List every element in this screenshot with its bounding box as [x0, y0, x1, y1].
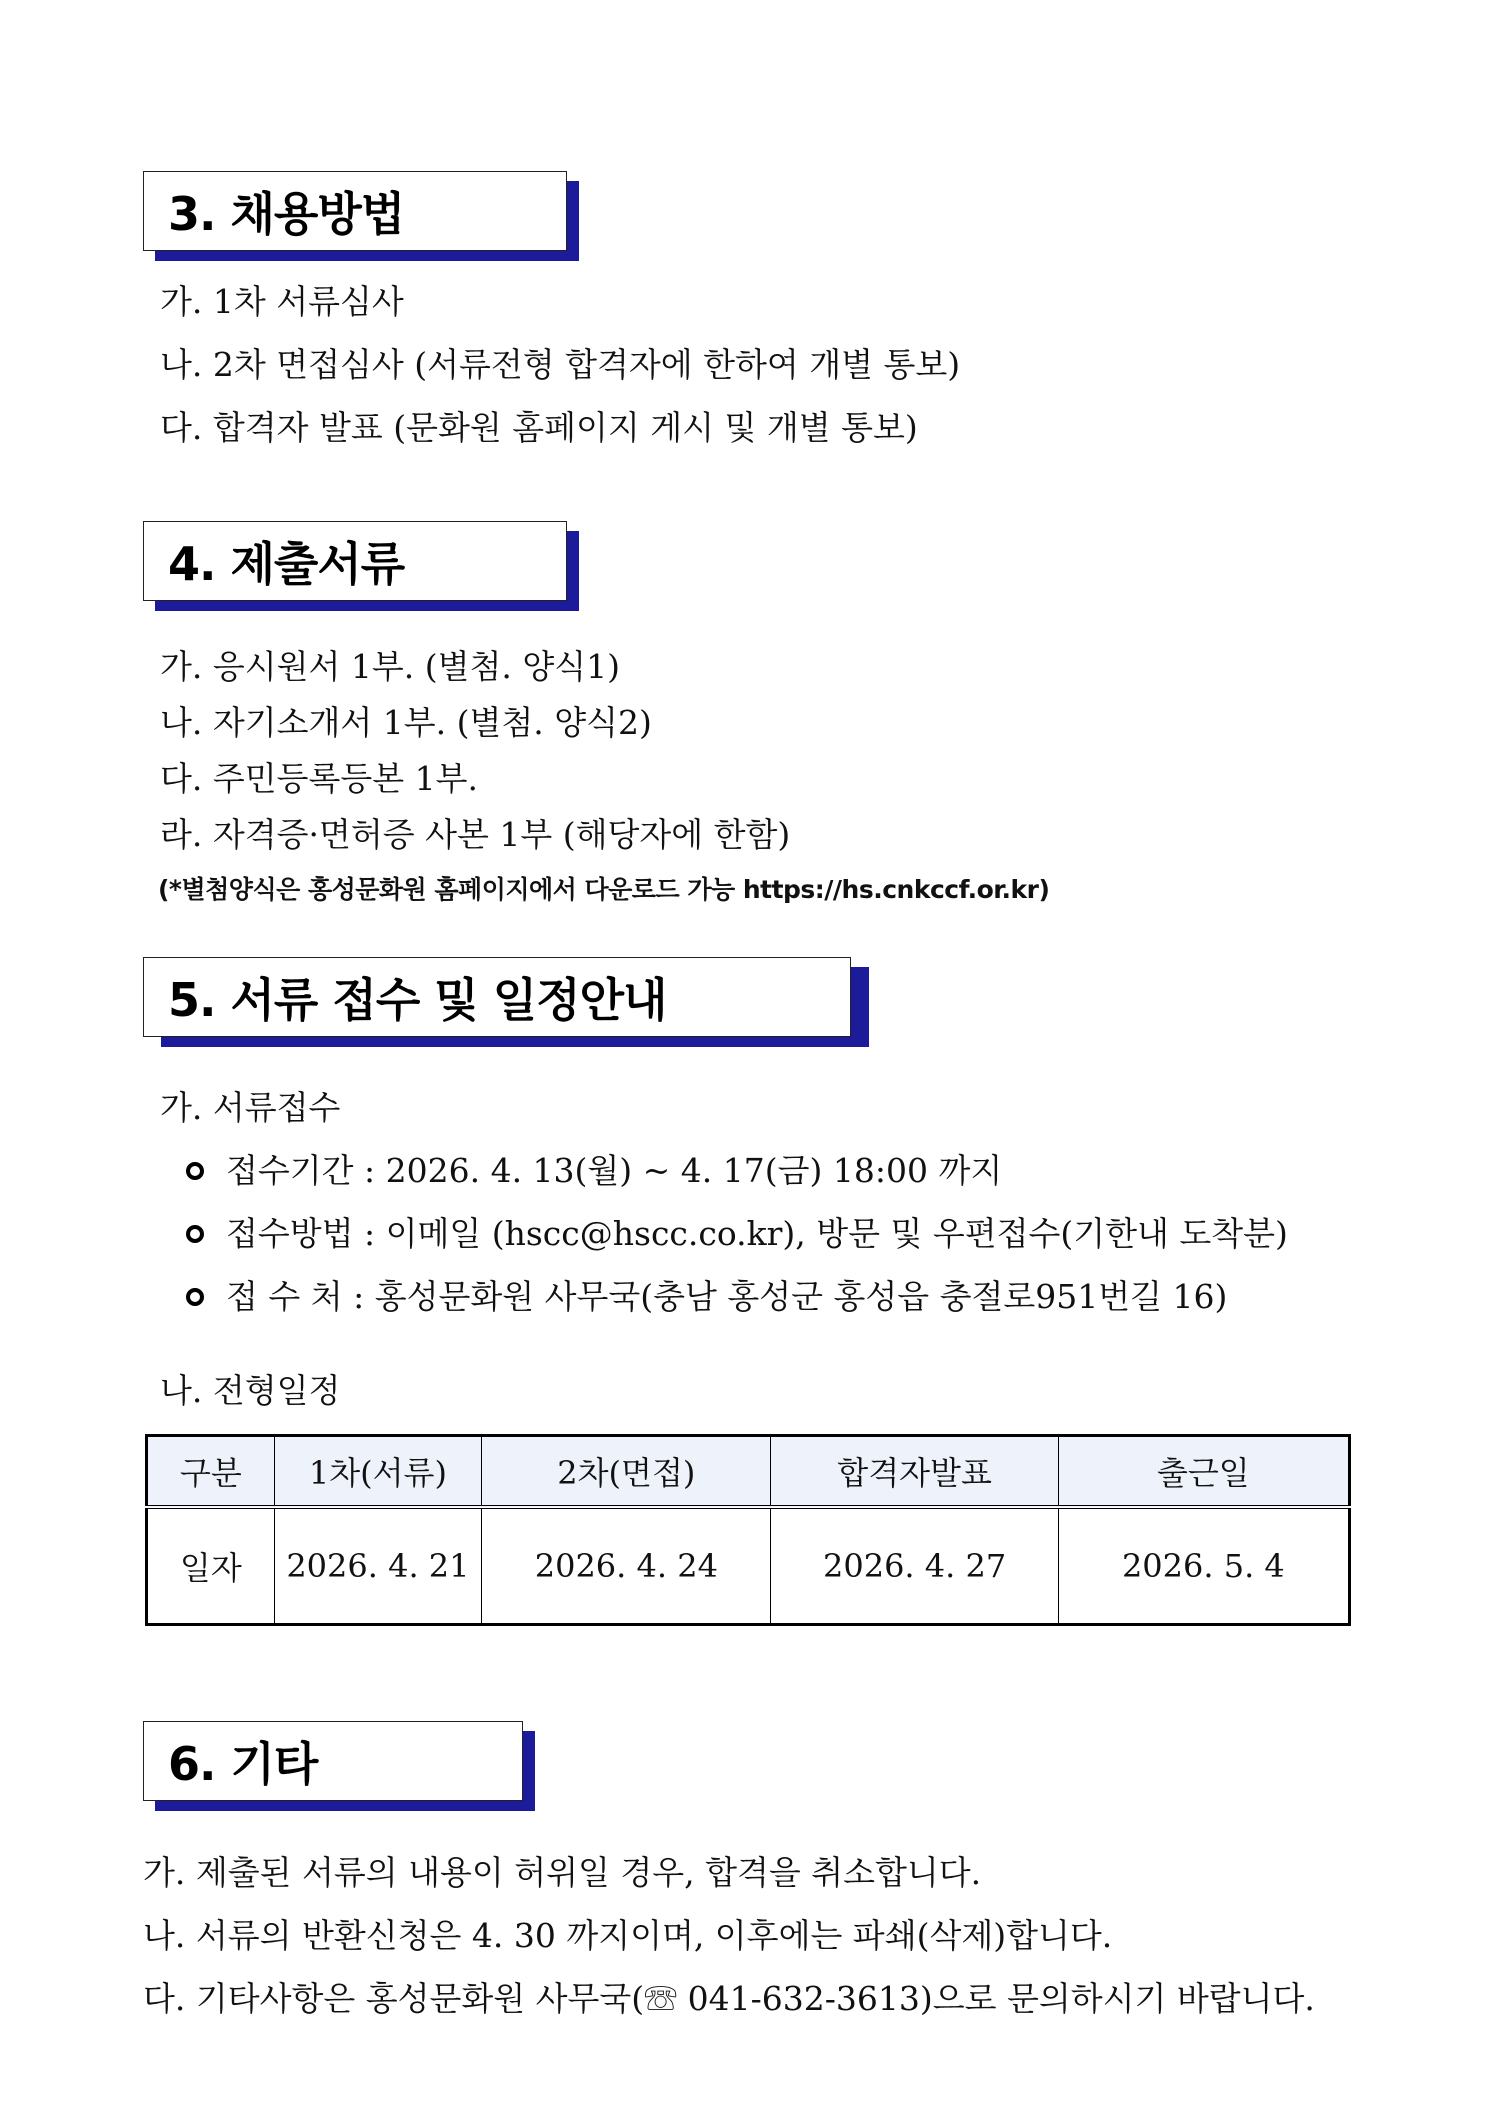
- bullet-text: 접수기간 : 2026. 4. 13(월) ~ 4. 17(금) 18:00 까지: [226, 1151, 1003, 1190]
- bullet-item: [186, 1208, 1288, 1255]
- list-item: 가. 제출된 서류의 내용이 허위일 경우, 합격을 취소합니다.: [143, 1853, 982, 1892]
- bullet-text: 접수방법 : 이메일 (hscc@hscc.co.kr), 방문 및 우편접수(기한내 도착분): [226, 1214, 1288, 1253]
- table-cell: 2026. 4. 21: [274, 1507, 482, 1625]
- list-item: 가. 1차 서류심사: [160, 282, 404, 321]
- table-header-cell: 합격자발표: [771, 1436, 1058, 1508]
- section-3-header: [143, 171, 579, 261]
- section-title: 6. 기타: [143, 1721, 523, 1801]
- section-6-header: [143, 1721, 535, 1811]
- table-header-cell: 1차(서류): [274, 1436, 482, 1508]
- list-item: 다. 주민등록등본 1부.: [160, 759, 478, 798]
- table-cell: 2026. 4. 24: [482, 1507, 771, 1625]
- table-header-cell: 구분: [147, 1436, 275, 1508]
- bullet-item: [186, 1145, 1002, 1192]
- table-cell: 2026. 4. 27: [771, 1507, 1058, 1625]
- section-title: 3. 채용방법: [143, 171, 567, 251]
- table-cell: 2026. 5. 4: [1058, 1507, 1349, 1625]
- list-item: 가. 응시원서 1부. (별첨. 양식1): [160, 647, 620, 686]
- list-item: 다. 합격자 발표 (문화원 홈페이지 게시 및 개별 통보): [160, 408, 918, 447]
- schedule-table: [145, 1434, 1351, 1626]
- section-5-header: [143, 957, 869, 1047]
- download-note: (*별첨양식은 홍성문화원 홈페이지에서 다운로드 가능 https://hs.cnkccf.or.kr): [158, 875, 1050, 904]
- circle-bullet-icon: [186, 1162, 204, 1180]
- list-item: 라. 자격증·면허증 사본 1부 (해당자에 한함): [160, 815, 791, 854]
- section-title: 4. 제출서류: [143, 521, 567, 601]
- list-item: 다. 기타사항은 홍성문화원 사무국(☏ 041-632-3613)으로 문의하시기 바랍니다.: [143, 1979, 1315, 2018]
- table-row: [147, 1507, 1350, 1625]
- table-header-cell: 2차(면접): [482, 1436, 771, 1508]
- section-title: 5. 서류 접수 및 일정안내: [143, 957, 851, 1037]
- table-cell: 일자: [147, 1507, 275, 1625]
- bullet-item: [186, 1271, 1227, 1318]
- list-item: 나. 자기소개서 1부. (별첨. 양식2): [160, 703, 652, 742]
- table-header-cell: 출근일: [1058, 1436, 1349, 1508]
- sub-heading: 나. 전형일정: [160, 1371, 341, 1410]
- list-item: 나. 서류의 반환신청은 4. 30 까지이며, 이후에는 파쇄(삭제)합니다.: [143, 1916, 1113, 1955]
- bullet-text: 접 수 처 : 홍성문화원 사무국(충남 홍성군 홍성읍 충절로951번길 16): [226, 1277, 1228, 1316]
- circle-bullet-icon: [186, 1288, 204, 1306]
- table-header-row: [147, 1436, 1350, 1508]
- circle-bullet-icon: [186, 1225, 204, 1243]
- section-4-header: [143, 521, 579, 611]
- list-item: 나. 2차 면접심사 (서류전형 합격자에 한하여 개별 통보): [160, 345, 961, 384]
- sub-heading: 가. 서류접수: [160, 1088, 341, 1127]
